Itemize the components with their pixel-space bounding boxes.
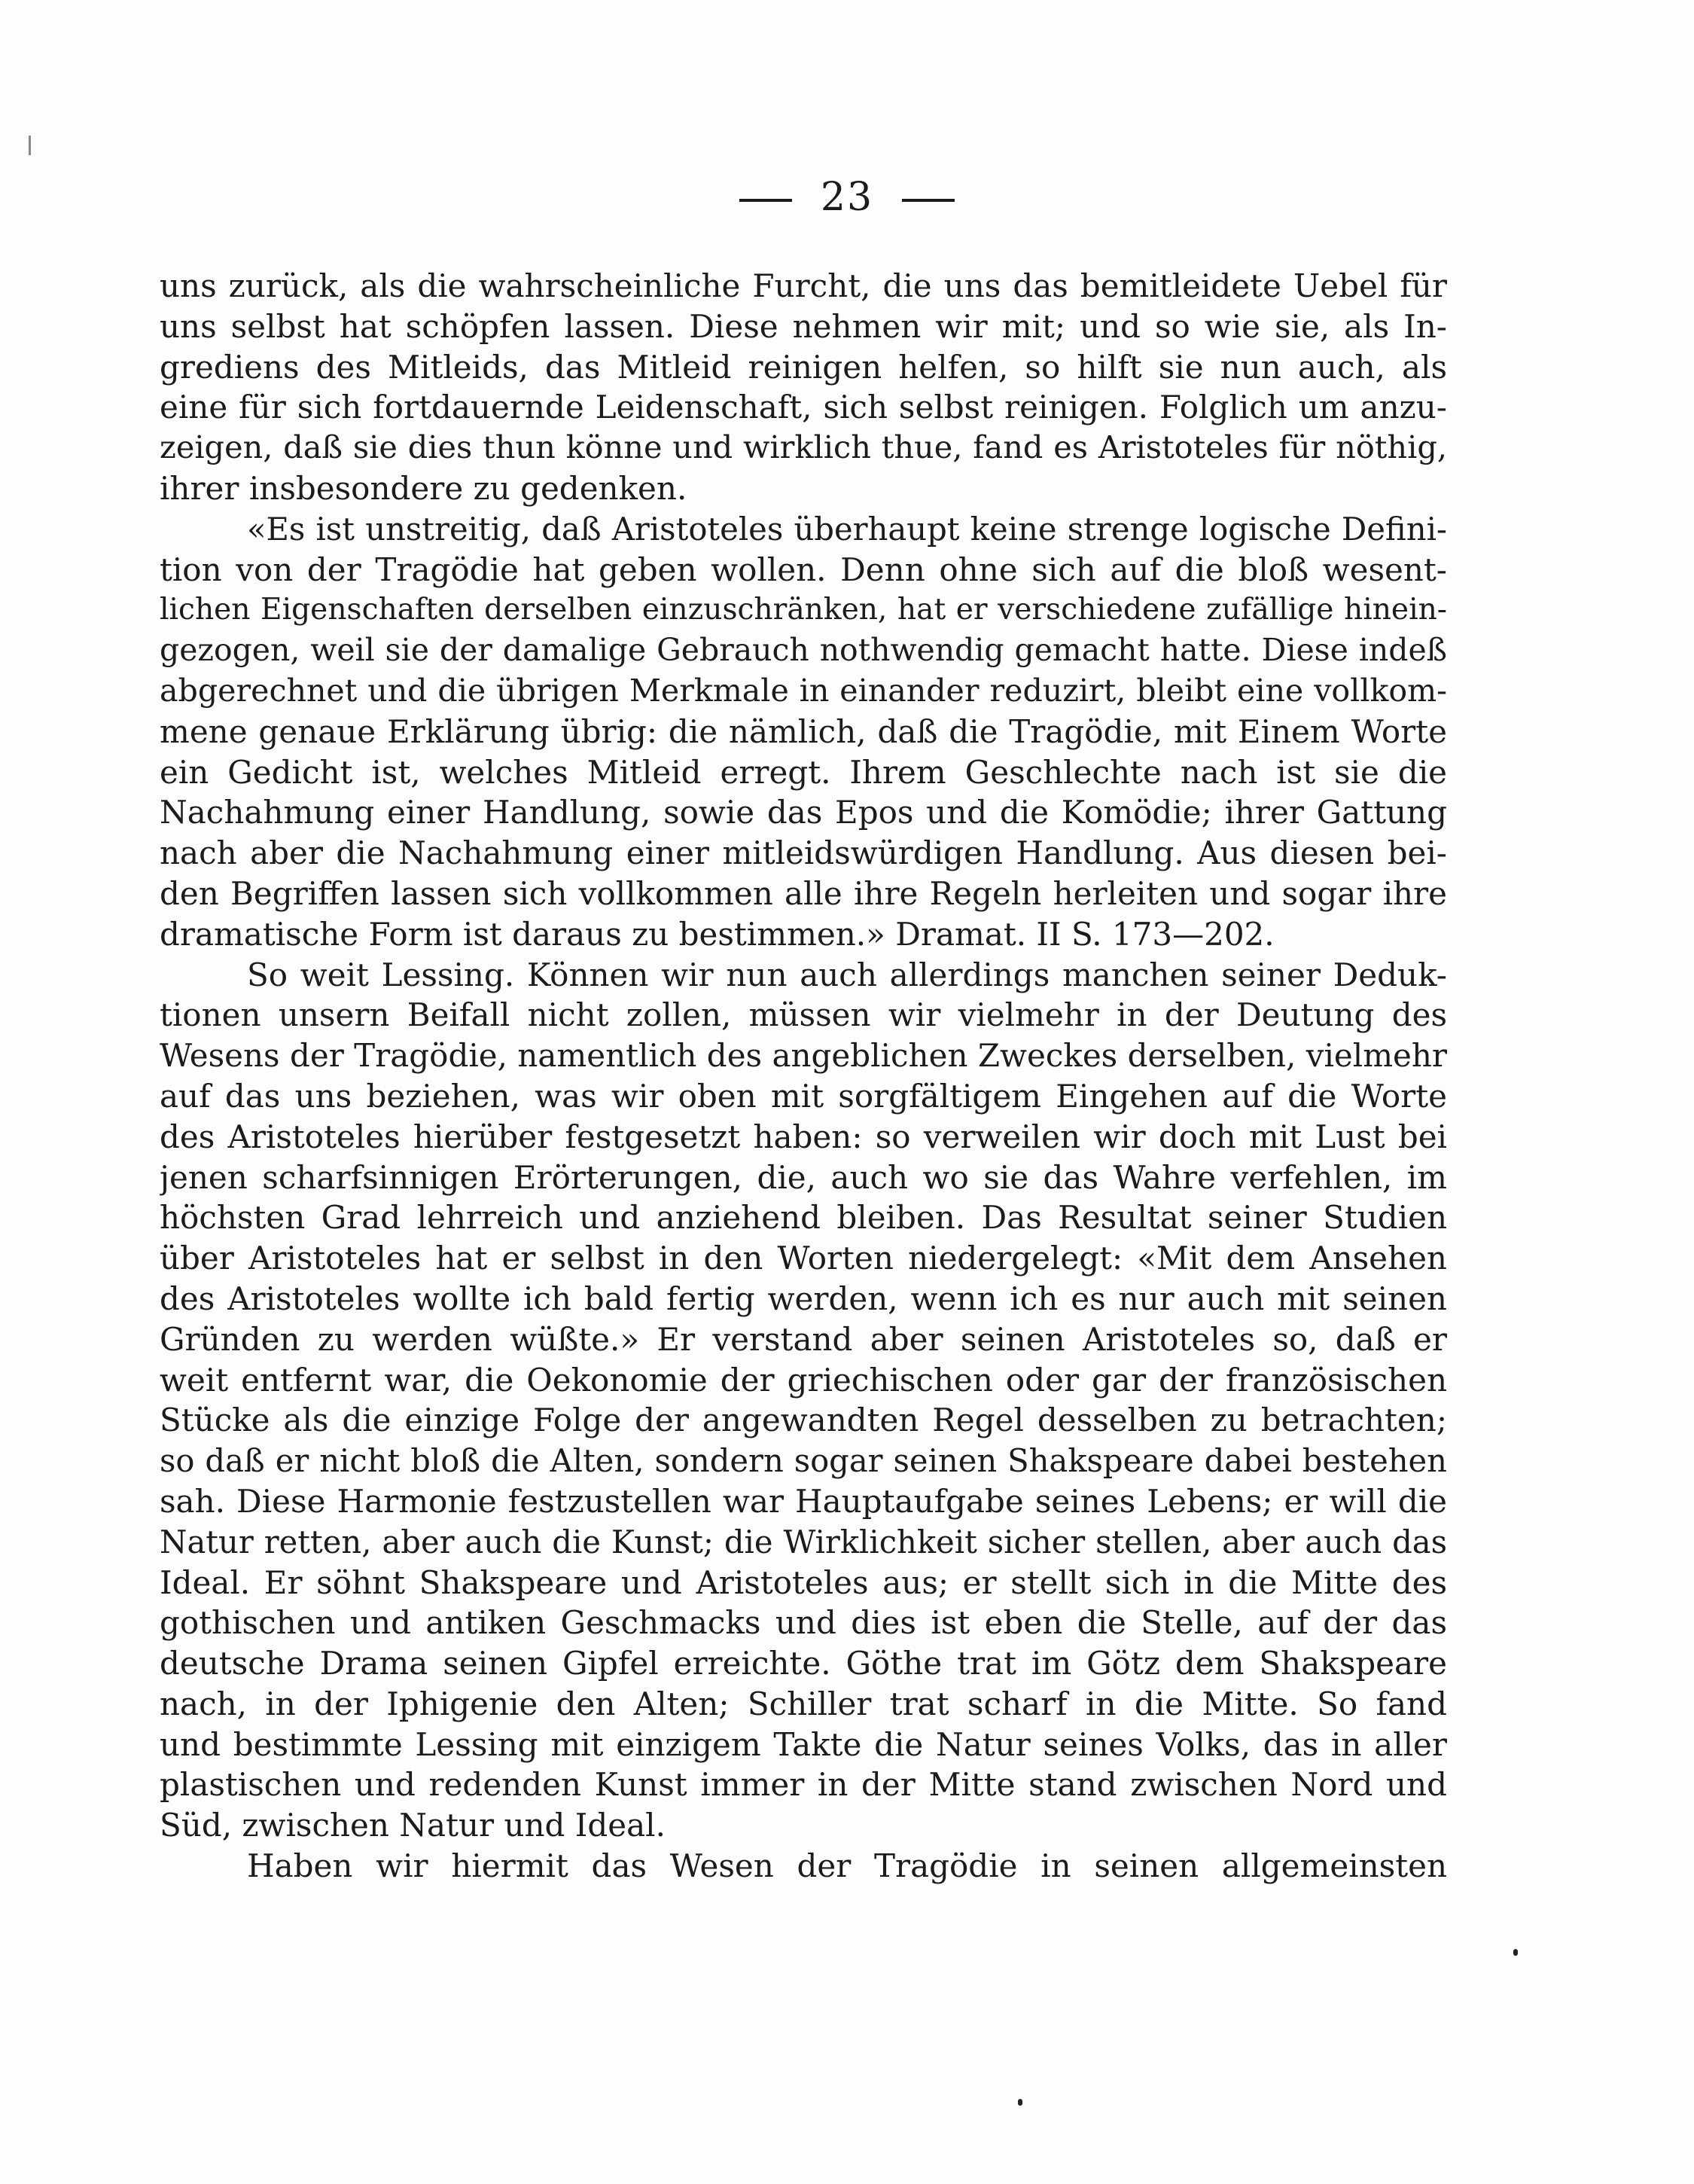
text-line: So weit Lessing. Können wir nun auch allerdings manchen seiner Deduk- <box>247 956 1447 993</box>
text-line: «Es ist unstreitig, daß Aristoteles überhaupt keine strenge logische Defini- <box>247 510 1447 548</box>
text-line: uns zurück, als die wahrscheinliche Furcht, die uns das bemitleidete Uebel für <box>160 267 1447 304</box>
page-number: 23 <box>820 175 874 220</box>
text-line: Ideal. Er söhnt Shakspeare und Aristoteles aus; er stellt sich in die Mitte des <box>160 1563 1447 1601</box>
text-line: uns selbst hat schöpfen lassen. Diese nehmen wir mit; und so wie sie, als In- <box>160 307 1447 345</box>
text-line: weit entfernt war, die Oekonomie der griechischen oder gar der französischen <box>160 1361 1447 1399</box>
text-line: gothischen und antiken Geschmacks und dies ist eben die Stelle, auf der das <box>160 1604 1447 1642</box>
text-line: eine für sich fortdauernde Leidenschaft, sich selbst reinigen. Folglich um anzu- <box>160 389 1447 426</box>
text-line: lichen Eigenschaften derselben einzuschränken, hat er verschiedene zufällige hinein- <box>160 593 1447 627</box>
text-line: Haben wir hiermit das Wesen der Tragödie in seinen allgemeinsten <box>247 1847 1447 1885</box>
ink-speck <box>1018 2099 1022 2106</box>
text-line: über Aristoteles hat er selbst in den Worten niedergelegt: «Mit dem Ansehen <box>160 1240 1447 1277</box>
text-line: des Aristoteles wollte ich bald fertig werden, wenn ich es nur auch mit seinen <box>160 1280 1447 1317</box>
text-line: deutsche Drama seinen Gipfel erreichte. Göthe trat im Götz dem Shakspeare <box>160 1645 1447 1682</box>
text-line: grediens des Mitleids, das Mitleid reinigen helfen, so hilft sie nun auch, als <box>160 348 1447 386</box>
text-line: dramatische Form ist daraus zu bestimmen.» Dramat. II S. 173—202. <box>160 915 1275 953</box>
text-line: auf das uns beziehen, was wir oben mit sorgfältigem Eingehen auf die Worte <box>160 1077 1447 1115</box>
text-line: und bestimmte Lessing mit einzigem Takte die Natur seines Volks, das in aller <box>160 1725 1447 1763</box>
text-line: sah. Diese Harmonie festzustellen war Hauptaufgabe seines Lebens; er will die <box>160 1482 1447 1520</box>
text-line: Gründen zu werden wüßte.» Er verstand aber seinen Aristoteles so, daß er <box>160 1320 1447 1358</box>
page-number-header <box>0 175 1694 220</box>
text-line: so daß er nicht bloß die Alten, sondern sogar seinen Shakspeare dabei bestehen <box>160 1442 1447 1480</box>
text-line: gezogen, weil sie der damalige Gebrauch nothwendig gemacht hatte. Diese indeß <box>160 632 1447 669</box>
text-line: plastischen und redenden Kunst immer in der Mitte stand zwischen Nord und <box>160 1766 1447 1804</box>
text-line: ihrer insbesondere zu gedenken. <box>160 469 687 507</box>
text-line: ein Gedicht ist, welches Mitleid erregt. Ihrem Geschlechte nach ist sie die <box>160 753 1447 791</box>
text-line: Süd, zwischen Natur und Ideal. <box>160 1807 666 1844</box>
text-line: Wesens der Tragödie, namentlich des angeblichen Zweckes derselben, vielmehr <box>160 1037 1447 1075</box>
text-line: abgerechnet und die übrigen Merkmale in einander reduzirt, bleibt eine vollkom- <box>160 672 1447 709</box>
text-line: den Begriffen lassen sich vollkommen alle ihre Regeln herleiten und sogar ihre <box>160 874 1447 912</box>
text-line: mene genaue Erklärung übrig: die nämlich, daß die Tragödie, mit Einem Worte <box>160 712 1447 750</box>
text-line: Natur retten, aber auch die Kunst; die Wirklichkeit sicher stellen, aber auch das <box>160 1523 1447 1560</box>
text-line: tionen unsern Beifall nicht zollen, müssen wir vielmehr in der Deutung des <box>160 996 1447 1034</box>
text-line: nach, in der Iphigenie den Alten; Schiller trat scharf in die Mitte. So fand <box>160 1685 1447 1722</box>
text-line: zeigen, daß sie dies thun könne und wirklich thue, fand es Aristoteles für nöthig, <box>160 429 1447 466</box>
ink-speck <box>1513 1949 1518 1956</box>
scan-edge-mark <box>29 136 31 155</box>
text-line: des Aristoteles hierüber festgesetzt haben: so verweilen wir doch mit Lust bei <box>160 1118 1447 1155</box>
header-dash-right <box>902 199 955 202</box>
text-line: jenen scharfsinnigen Erörterungen, die, auch wo sie das Wahre verfehlen, im <box>160 1158 1447 1196</box>
text-line: nach aber die Nachahmung einer mitleidswürdigen Handlung. Aus diesen bei- <box>160 834 1447 872</box>
text-line: höchsten Grad lehrreich und anziehend bleiben. Das Resultat seiner Studien <box>160 1199 1447 1237</box>
header-dash-left <box>739 199 792 202</box>
text-line: Nachahmung einer Handlung, sowie das Epos und die Komödie; ihrer Gattung <box>160 794 1447 831</box>
text-line: Stücke als die einzige Folge der angewandten Regel desselben zu betrachten; <box>160 1402 1447 1439</box>
text-line: tion von der Tragödie hat geben wollen. Denn ohne sich auf die bloß wesent- <box>160 551 1447 588</box>
body-text <box>160 266 1447 1887</box>
